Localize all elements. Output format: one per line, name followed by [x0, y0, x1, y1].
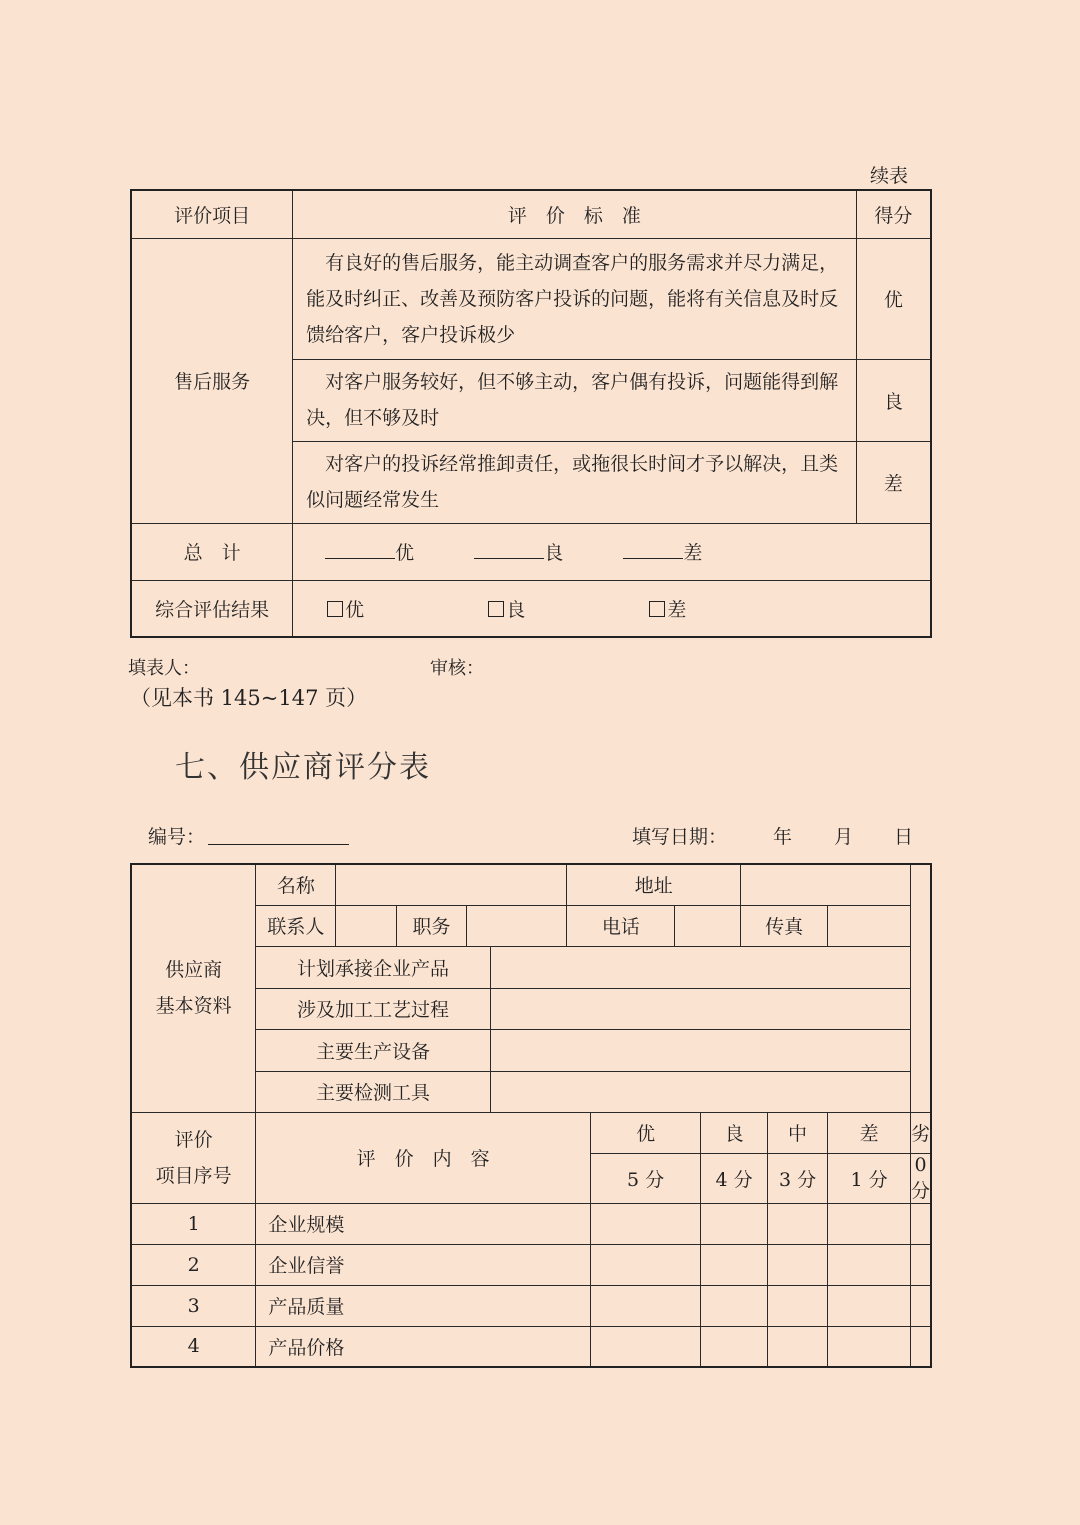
address-field[interactable]	[741, 864, 911, 905]
score-cell[interactable]	[828, 1244, 911, 1285]
criteria-excellent: 有良好的售后服务，能主动调查客户的服务需求并尽力满足，能及时纠正、改善及预防客户投诉的问题，能将有关信息及时反馈给客户，客户投诉极少	[293, 238, 857, 359]
score-cell[interactable]	[767, 1203, 827, 1244]
header-item: 评价项目	[131, 190, 293, 238]
header-criteria: 评 价 标 准	[293, 190, 857, 238]
supplier-basic-info-label: 供应商 基本资料	[131, 864, 256, 1112]
item-no: 1	[131, 1203, 256, 1244]
equipment-field[interactable]	[490, 1029, 910, 1071]
score-cell[interactable]	[590, 1285, 700, 1326]
score-cell[interactable]	[701, 1203, 768, 1244]
contact-label: 联系人	[256, 905, 336, 946]
score-cell[interactable]	[910, 1285, 931, 1326]
item-name: 企业信誉	[256, 1244, 591, 1285]
score-cell[interactable]	[828, 1203, 911, 1244]
score-cell[interactable]	[590, 1244, 700, 1285]
table-row	[131, 1203, 931, 1244]
address-label: 地址	[567, 864, 741, 905]
score-cell[interactable]	[767, 1326, 827, 1367]
number-field[interactable]	[208, 844, 349, 845]
products-label: 计划承接企业产品	[256, 946, 490, 988]
phone-label: 电话	[567, 905, 675, 946]
equipment-label: 主要生产设备	[256, 1029, 490, 1071]
item-no: 2	[131, 1244, 256, 1285]
table-row	[131, 1326, 931, 1367]
item-name: 企业规模	[256, 1203, 591, 1244]
item-name: 产品质量	[256, 1285, 591, 1326]
products-field[interactable]	[490, 946, 910, 988]
item-no: 4	[131, 1326, 256, 1367]
score-cell[interactable]	[701, 1285, 768, 1326]
criteria-poor: 对客户的投诉经常推卸责任，或拖很长时间才予以解决，且类似问题经常发生	[293, 441, 857, 523]
process-field[interactable]	[490, 988, 910, 1029]
day-label: 日	[894, 826, 914, 848]
name-field[interactable]	[336, 864, 567, 905]
points-5: 5 分	[590, 1153, 700, 1203]
result-options	[293, 580, 931, 637]
score-cell[interactable]	[767, 1244, 827, 1285]
score-cell[interactable]	[910, 1203, 931, 1244]
score-cell[interactable]	[701, 1244, 768, 1285]
result-label: 综合评估结果	[131, 580, 293, 637]
page-reference: （见本书 145~147 页）	[130, 686, 368, 710]
year-label: 年	[773, 826, 793, 848]
points-3: 3 分	[767, 1153, 827, 1203]
grade-poor: 差	[856, 441, 931, 523]
score-cell[interactable]	[828, 1285, 911, 1326]
score-cell[interactable]	[701, 1326, 768, 1367]
tools-field[interactable]	[490, 1071, 910, 1112]
item-name: 产品价格	[256, 1326, 591, 1367]
position-field[interactable]	[467, 905, 567, 946]
eval-item-no-label: 评价 项目序号	[131, 1112, 256, 1203]
month-label: 月	[834, 826, 854, 848]
item-after-sales: 售后服务	[131, 238, 293, 523]
score-cell[interactable]	[828, 1326, 911, 1367]
fax-field[interactable]	[828, 905, 911, 946]
score-cell[interactable]	[910, 1326, 931, 1367]
reviewer-label: 审核：	[430, 658, 484, 679]
table-row	[131, 1285, 931, 1326]
grade-header-good: 良	[701, 1112, 768, 1153]
contact-field[interactable]	[336, 905, 396, 946]
result-good-checkbox[interactable]: 良	[488, 599, 525, 621]
supplier-score-table	[130, 863, 932, 1368]
header-score: 得分	[856, 190, 931, 238]
section-title: 七、供应商评分表	[175, 750, 431, 785]
score-cell[interactable]	[910, 1244, 931, 1285]
result-excellent-checkbox[interactable]: 优	[327, 599, 364, 621]
name-label: 名称	[256, 864, 336, 905]
result-poor-checkbox[interactable]: 差	[649, 599, 686, 621]
grade-header-bad: 劣	[910, 1112, 931, 1153]
fax-label: 传真	[741, 905, 828, 946]
grade-good: 良	[856, 359, 931, 441]
points-0: 0 分	[910, 1153, 930, 1202]
eval-content-label: 评 价 内 容	[256, 1112, 591, 1203]
filler-label: 填表人：	[128, 658, 200, 679]
points-4: 4 分	[701, 1153, 768, 1203]
total-poor-blank[interactable]	[623, 540, 683, 559]
continued-label: 续表	[870, 165, 909, 187]
total-good-blank[interactable]	[474, 540, 544, 559]
after-sales-evaluation-table	[130, 189, 932, 638]
item-no: 3	[131, 1285, 256, 1326]
table-row	[131, 1244, 931, 1285]
grade-header-medium: 中	[767, 1112, 827, 1153]
total-label: 总 计	[131, 523, 293, 580]
score-cell[interactable]	[590, 1326, 700, 1367]
date-label: 填写日期：	[632, 826, 728, 848]
total-excellent-blank[interactable]	[325, 540, 395, 559]
position-label: 职务	[396, 905, 467, 946]
grade-header-excellent: 优	[590, 1112, 700, 1153]
criteria-good: 对客户服务较好，但不够主动，客户偶有投诉，问题能得到解决，但不够及时	[293, 359, 857, 441]
total-fields: 优 良 差	[293, 523, 931, 580]
grade-excellent: 优	[856, 238, 931, 359]
process-label: 涉及加工工艺过程	[256, 988, 490, 1029]
points-1: 1 分	[828, 1153, 911, 1203]
grade-header-poor: 差	[828, 1112, 911, 1153]
tools-label: 主要检测工具	[256, 1071, 490, 1112]
number-label: 编号：	[148, 826, 206, 848]
score-cell[interactable]	[590, 1203, 700, 1244]
phone-field[interactable]	[675, 905, 741, 946]
score-cell[interactable]	[767, 1285, 827, 1326]
